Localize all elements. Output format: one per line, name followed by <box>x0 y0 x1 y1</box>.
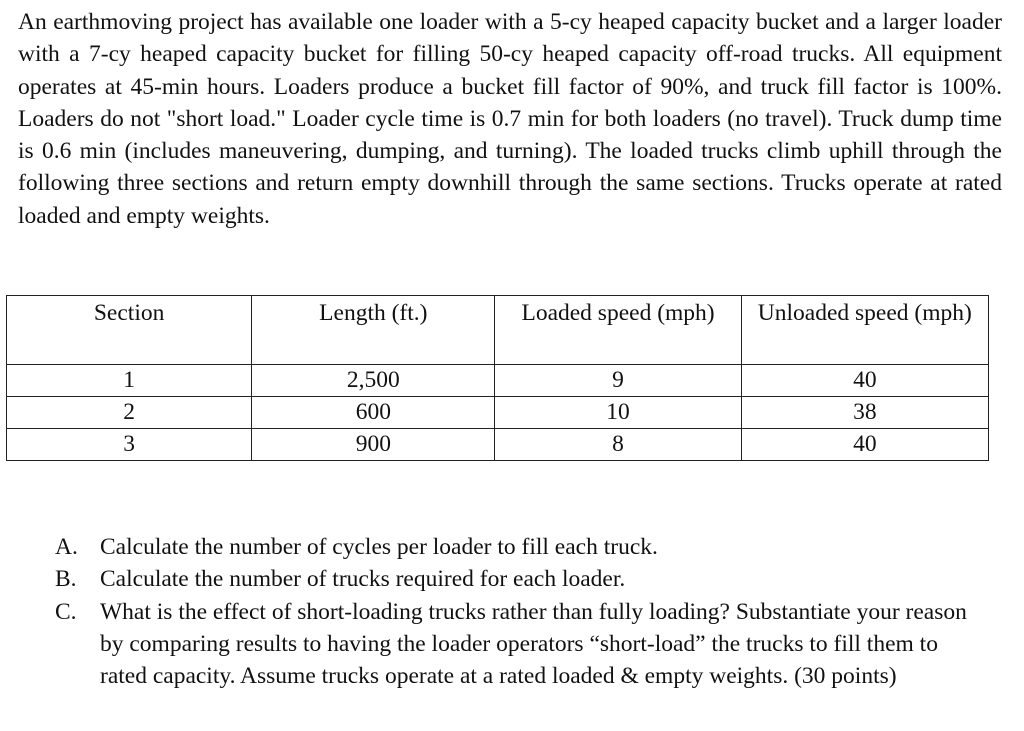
table-row <box>7 429 989 461</box>
cell-section: 1 <box>7 365 252 397</box>
question-list <box>55 531 990 692</box>
question-text: Calculate the number of cycles per loader to fill each truck. <box>100 534 658 560</box>
cell-loaded-speed: 9 <box>495 365 741 397</box>
question-text: What is the effect of short-loading trucks rather than fully loading? Substantiate your reason by comparing results to having the loader operators “short-load” the trucks to fill them to rated capacity. Assume trucks operate at a rated loaded & empty weights. (30 points) <box>100 598 967 690</box>
header-loaded-speed: Loaded speed (mph) <box>495 296 741 365</box>
cell-unloaded-speed: 38 <box>741 397 988 429</box>
question-a <box>55 531 990 563</box>
cell-length: 900 <box>252 429 495 461</box>
question-letter: A. <box>55 534 78 560</box>
table-row <box>7 365 989 397</box>
cell-unloaded-speed: 40 <box>741 365 988 397</box>
table-header-row <box>7 296 989 365</box>
question-c <box>55 596 990 693</box>
question-letter: C. <box>55 598 77 625</box>
header-length: Length (ft.) <box>252 296 495 365</box>
header-unloaded-speed: Unloaded speed (mph) <box>741 296 988 365</box>
cell-length: 2,500 <box>252 365 495 397</box>
question-text: Calculate the number of trucks required for each loader. <box>100 566 626 593</box>
haul-sections-table <box>6 295 989 461</box>
question-b <box>55 563 990 595</box>
cell-loaded-speed: 10 <box>495 397 741 429</box>
cell-unloaded-speed: 40 <box>741 429 988 461</box>
problem-statement: An earthmoving project has available one loader with a 5-cy heaped capacity bucket and a larger loader with a 7-cy heaped capacity bucket for filling 50-cy heaped capacity off-road trucks. All equipment operates at 45-min hours. Loaders produce a bucket fill factor of 90%, and truck fill factor is 100%. Loaders do not "short load." Loader cycle time is 0.7 min for both loaders (no travel). Truck dump time is 0.6 min (includes maneuvering, dumping, and turning). The loaded trucks climb uphill through the following three sections and return empty downhill through the same sections. Trucks operate at rated loaded and empty weights. <box>18 9 1002 229</box>
cell-loaded-speed: 8 <box>495 429 741 461</box>
cell-section: 2 <box>7 397 252 429</box>
cell-length: 600 <box>252 397 495 429</box>
table-row <box>7 397 989 429</box>
cell-section: 3 <box>7 429 252 461</box>
question-letter: B. <box>55 566 77 593</box>
header-section: Section <box>7 296 252 365</box>
